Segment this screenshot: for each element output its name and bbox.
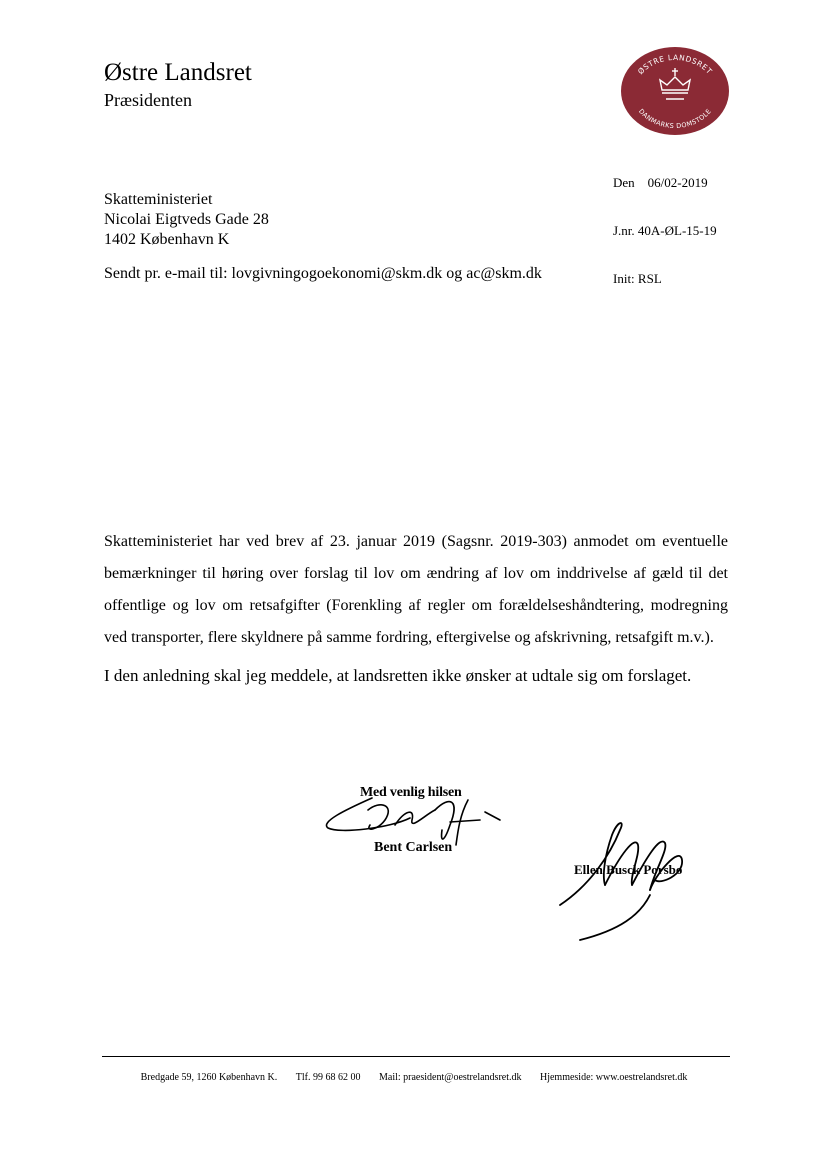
initials: Init: RSL [613,271,662,286]
body-paragraph: I den anledning skal jeg meddele, at landsretten ikke ønsker at udtale sig om forslaget. [104,666,692,685]
footer-email: Mail: praesident@oestrelandsret.dk [378,1072,522,1083]
handwritten-signature [550,815,700,945]
signer-name: Ellen Busck Porsbo [574,862,683,877]
closing-greeting: Med venlig hilsen [360,785,462,800]
footer-phone: Tlf. 99 68 62 00 [295,1072,361,1083]
handwritten-signature [300,770,520,870]
svg-text:DANMARKS DOMSTOLE: DANMARKS DOMSTOLE [637,107,713,131]
reference-block [613,143,717,303]
recipient-name: Skatteministeriet [104,191,213,208]
court-name: Østre Landsret [104,59,252,86]
office-title: Præsidenten [104,90,192,110]
court-seal-logo [620,46,730,136]
recipient-city: 1402 København K [104,231,230,248]
footer-address: Bredgade 59, 1260 København K. [140,1072,278,1083]
footer [0,1072,828,1083]
footer-divider [102,1056,730,1057]
sent-by-email-line: Sendt pr. e-mail til: lovgivningogoekonomi@skm.dk og ac@skm.dk [104,265,542,282]
body-paragraph: Skatteministeriet har ved brev af 23. januar 2019 (Sagsnr. 2019-303) anmodet om eventuelle bemærkninger til høring over forslag til lov om ændring af lov om inddrivelse af gæld til det offentlige og lov om retsafgifter (Forenkling af regler om forældelseshåndtering, modregning ved transporter, flere skyldnere på samme fordring, eftergivelse og afskrivning, retsafgift m.v.). [104,533,728,646]
recipient-street: Nicolai Eigtveds Gade 28 [104,211,269,228]
journal-number: J.nr. 40A-ØL-15-19 [613,223,717,238]
recipient-address [104,190,269,250]
footer-website: Hjemmeside: www.oestrelandsret.dk [539,1072,688,1083]
date-line: Den 06/02-2019 [613,175,708,190]
svg-text:ØSTRE LANDSRET: ØSTRE LANDSRET [636,52,715,77]
signer-name: Bent Carlsen [374,840,453,855]
